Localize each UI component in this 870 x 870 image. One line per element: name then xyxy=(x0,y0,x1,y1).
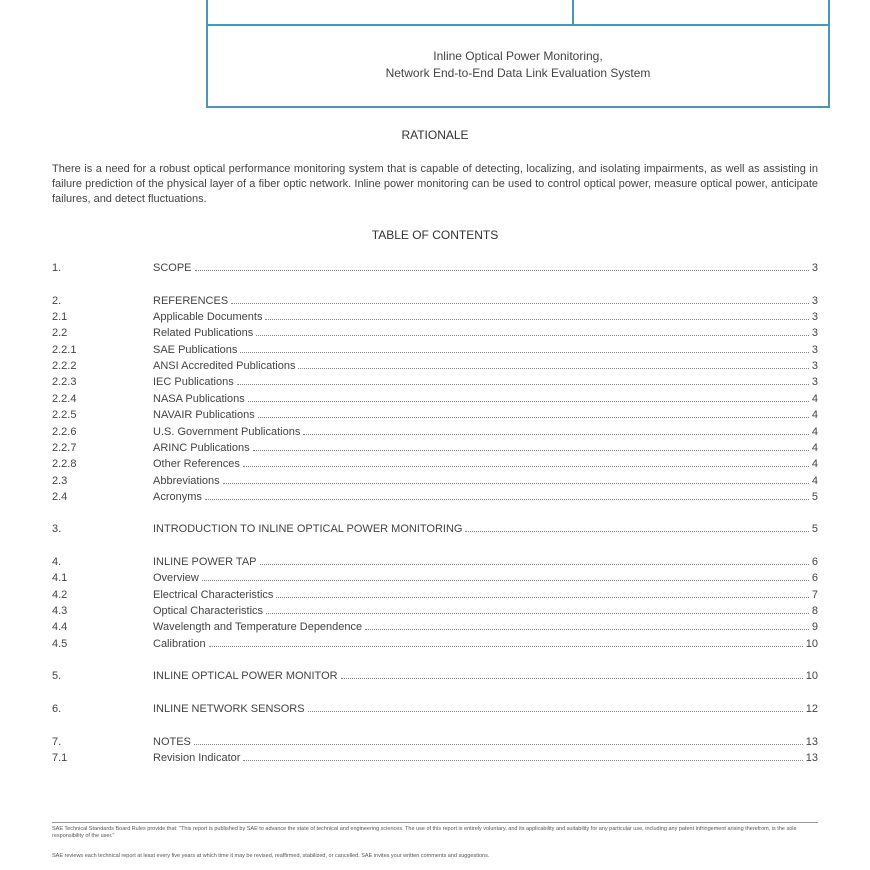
toc-entry xyxy=(52,619,818,635)
toc-entry xyxy=(52,489,818,505)
toc-entry-number: 2.2.3 xyxy=(52,376,77,388)
toc-entry xyxy=(52,374,818,390)
title-block-header-row xyxy=(208,0,828,26)
toc-entry-line xyxy=(153,668,818,684)
toc-entry-line xyxy=(153,636,818,652)
toc-entry-number: 4.5 xyxy=(52,638,68,650)
toc-entry-number: 2.2.4 xyxy=(52,393,77,405)
toc-entry-number: 2. xyxy=(52,295,62,307)
toc-entry-page: 3 xyxy=(811,344,818,356)
toc-entry xyxy=(52,309,818,325)
toc-entry-leader xyxy=(243,456,809,467)
toc-entry-number: 2.2.1 xyxy=(52,344,77,356)
toc-entry-leader xyxy=(365,619,809,630)
toc-entry-page: 8 xyxy=(811,605,818,617)
toc-entry-page: 5 xyxy=(811,491,818,503)
toc-entry-leader xyxy=(256,325,809,336)
toc-entry-leader xyxy=(258,407,809,418)
toc-entry-number: 7.1 xyxy=(52,752,68,764)
toc-entry-line xyxy=(153,293,818,309)
toc-entry-line xyxy=(153,734,818,750)
toc-entry-line xyxy=(153,440,818,456)
toc-entry xyxy=(52,407,818,423)
toc-entry xyxy=(52,701,818,717)
toc-entry-label: U.S. Government Publications xyxy=(153,426,301,438)
toc-entry-line xyxy=(153,424,818,440)
document-title-line2: Network End-to-End Data Link Evaluation System xyxy=(385,66,651,80)
toc-entry-label: ARINC Publications xyxy=(153,442,250,454)
footer-note-2: SAE reviews each technical report at least every five years at which time it may be revised, reaffirmed, stabilized, or cancelled. SAE invites your written comments and suggestions. xyxy=(52,853,490,859)
toc-entry-label: Abbreviations xyxy=(153,475,220,487)
toc-entry-page: 4 xyxy=(811,393,818,405)
toc-entry-page: 5 xyxy=(811,523,818,535)
toc-entry-leader xyxy=(276,587,808,598)
toc-entry-label: Optical Characteristics xyxy=(153,605,264,617)
toc-entry-page: 13 xyxy=(805,752,818,764)
toc-entry-number: 2.4 xyxy=(52,491,68,503)
toc-entry-label: INTRODUCTION TO INLINE OPTICAL POWER MONITORING xyxy=(153,523,463,535)
toc-entry-page: 9 xyxy=(811,621,818,633)
toc-entry-number: 4. xyxy=(52,556,62,568)
toc-entry xyxy=(52,260,818,276)
toc-entry-label: SCOPE xyxy=(153,262,192,274)
toc-entry-line xyxy=(153,570,818,586)
toc-entry-page: 6 xyxy=(811,556,818,568)
toc-entry-line xyxy=(153,358,818,374)
toc-entry-number: 2.2.7 xyxy=(52,442,77,454)
toc-entry-line xyxy=(153,309,818,325)
toc-entry-leader xyxy=(195,260,809,271)
toc-entry-number: 2.2.2 xyxy=(52,360,77,372)
toc-entry-number: 4.2 xyxy=(52,589,68,601)
toc-entry-label: Related Publications xyxy=(153,327,254,339)
toc-entry-page: 6 xyxy=(811,572,818,584)
title-block xyxy=(206,0,830,108)
toc-entry-label: Electrical Characteristics xyxy=(153,589,274,601)
toc-entry-page: 10 xyxy=(805,638,818,650)
toc-entry-label: REFERENCES xyxy=(153,295,229,307)
toc-entry xyxy=(52,473,818,489)
toc-entry-label: NAVAIR Publications xyxy=(153,409,255,421)
toc-entry-label: IEC Publications xyxy=(153,376,234,388)
toc-entry-line xyxy=(153,473,818,489)
toc-entry-line xyxy=(153,391,818,407)
toc-entry-leader xyxy=(243,750,802,761)
toc-entry-page: 13 xyxy=(805,736,818,748)
toc-entry xyxy=(52,325,818,341)
toc-entry-line xyxy=(153,407,818,423)
toc-entry-page: 3 xyxy=(811,376,818,388)
toc-entry-leader xyxy=(465,521,808,532)
toc-entry xyxy=(52,521,818,537)
toc-entry-page: 3 xyxy=(811,311,818,323)
toc-entry xyxy=(52,293,818,309)
toc-entry-leader xyxy=(209,636,803,647)
footer-note-1: SAE Technical Standards Board Rules provide that: "This report is published by SAE to advance the state of technical and engineering sciences. The use of this report is entirely voluntary, and its applicability and suitability for any particular use, including any patent infringement arising therefrom, is the sole responsibility of the user." xyxy=(52,826,797,839)
toc-entry-leader xyxy=(303,424,809,435)
toc-entry-page: 3 xyxy=(811,360,818,372)
rationale-heading: RATIONALE xyxy=(401,128,469,142)
toc-entry-leader xyxy=(298,358,808,369)
toc-entry xyxy=(52,554,818,570)
toc-entry-page: 12 xyxy=(805,703,818,715)
toc-entry-line xyxy=(153,587,818,603)
document-title xyxy=(208,48,828,82)
toc-entry-page: 3 xyxy=(811,327,818,339)
toc-entry xyxy=(52,734,818,750)
toc-entry-leader xyxy=(265,309,808,320)
toc-entry-leader xyxy=(248,391,809,402)
toc-entry-leader xyxy=(341,668,803,679)
toc-entry-number: 2.1 xyxy=(52,311,68,323)
toc-entry-page: 3 xyxy=(811,262,818,274)
toc-entry-label: Wavelength and Temperature Dependence xyxy=(153,621,363,633)
toc-entry-number: 3. xyxy=(52,523,62,535)
toc-entry-page: 4 xyxy=(811,426,818,438)
toc-entry-label: Calibration xyxy=(153,638,206,650)
toc-entry-line xyxy=(153,325,818,341)
toc-entry-label: Other References xyxy=(153,458,240,470)
toc-entry-number: 4.3 xyxy=(52,605,68,617)
toc-entry-label: Revision Indicator xyxy=(153,752,241,764)
toc-entry-label: ANSI Accredited Publications xyxy=(153,360,296,372)
toc-entry-line xyxy=(153,342,818,358)
toc-entry-line xyxy=(153,260,818,276)
toc-entry-number: 2.2.6 xyxy=(52,426,77,438)
toc-entry-label: SAE Publications xyxy=(153,344,238,356)
toc-entry xyxy=(52,570,818,586)
toc-entry-leader xyxy=(308,701,803,712)
toc-entry-leader xyxy=(237,374,809,385)
toc-entry xyxy=(52,750,818,766)
toc-entry-line xyxy=(153,701,818,717)
toc-entry-number: 2.2 xyxy=(52,327,68,339)
toc-entry-leader xyxy=(240,342,808,353)
toc-entry-line xyxy=(153,750,818,766)
toc-entry-leader xyxy=(253,440,809,451)
toc-entry-line xyxy=(153,619,818,635)
toc-entry-number: 7. xyxy=(52,736,62,748)
footer-rule xyxy=(52,822,818,823)
toc-entry xyxy=(52,440,818,456)
toc-entry-number: 2.3 xyxy=(52,475,68,487)
toc-heading: TABLE OF CONTENTS xyxy=(371,228,499,242)
toc-entry-number: 1. xyxy=(52,262,62,274)
toc-entry-line xyxy=(153,374,818,390)
toc-entry-leader xyxy=(260,554,809,565)
toc-entry-line xyxy=(153,603,818,619)
toc-entry-page: 7 xyxy=(811,589,818,601)
toc-entry-label: INLINE POWER TAP xyxy=(153,556,257,568)
toc-entry-leader xyxy=(194,734,803,745)
toc-entry xyxy=(52,603,818,619)
document-title-line1: Inline Optical Power Monitoring, xyxy=(433,49,603,63)
toc-entry-label: INLINE NETWORK SENSORS xyxy=(153,703,305,715)
toc-entry-number: 4.1 xyxy=(52,572,68,584)
title-block-divider xyxy=(572,0,574,24)
toc-entry-page: 4 xyxy=(811,442,818,454)
toc-entry-number: 6. xyxy=(52,703,62,715)
toc-entry xyxy=(52,456,818,472)
toc-entry-number: 4.4 xyxy=(52,621,68,633)
toc-entry-page: 4 xyxy=(811,409,818,421)
toc-entry-leader xyxy=(205,489,809,500)
toc-entry-line xyxy=(153,456,818,472)
toc-entry-label: Applicable Documents xyxy=(153,311,263,323)
toc-entry xyxy=(52,636,818,652)
toc-entry-leader xyxy=(231,293,809,304)
toc-entry-label: INLINE OPTICAL POWER MONITOR xyxy=(153,670,338,682)
toc-entry-line xyxy=(153,521,818,537)
toc-entry-page: 4 xyxy=(811,475,818,487)
toc-entry-line xyxy=(153,554,818,570)
toc-entry-label: Acronyms xyxy=(153,491,202,503)
toc-entry xyxy=(52,424,818,440)
toc-entry-line xyxy=(153,489,818,505)
toc-entry-page: 4 xyxy=(811,458,818,470)
toc-entry xyxy=(52,358,818,374)
rationale-text: There is a need for a robust optical performance monitoring system that is capable of detecting, localizing, and isolating impairments, as well as assisting in failure prediction of the physical layer of a fiber optic network. Inline power monitoring can be used to control optical power, measure optical power, anticipate failures, and detect fluctuations. xyxy=(52,163,818,205)
toc-entry-number: 5. xyxy=(52,670,62,682)
toc-entry-label: NASA Publications xyxy=(153,393,245,405)
toc-entry-label: NOTES xyxy=(153,736,191,748)
toc-entry-leader xyxy=(202,570,809,581)
toc-entry-label: Overview xyxy=(153,572,199,584)
toc-entry-page: 10 xyxy=(805,670,818,682)
toc-entry xyxy=(52,391,818,407)
toc-entry xyxy=(52,587,818,603)
toc-entry xyxy=(52,668,818,684)
toc-entry-leader xyxy=(223,473,809,484)
toc-entry-leader xyxy=(266,603,809,614)
toc-entry xyxy=(52,342,818,358)
toc-entry-page: 3 xyxy=(811,295,818,307)
toc-entry-number: 2.2.8 xyxy=(52,458,77,470)
toc-entry-number: 2.2.5 xyxy=(52,409,77,421)
